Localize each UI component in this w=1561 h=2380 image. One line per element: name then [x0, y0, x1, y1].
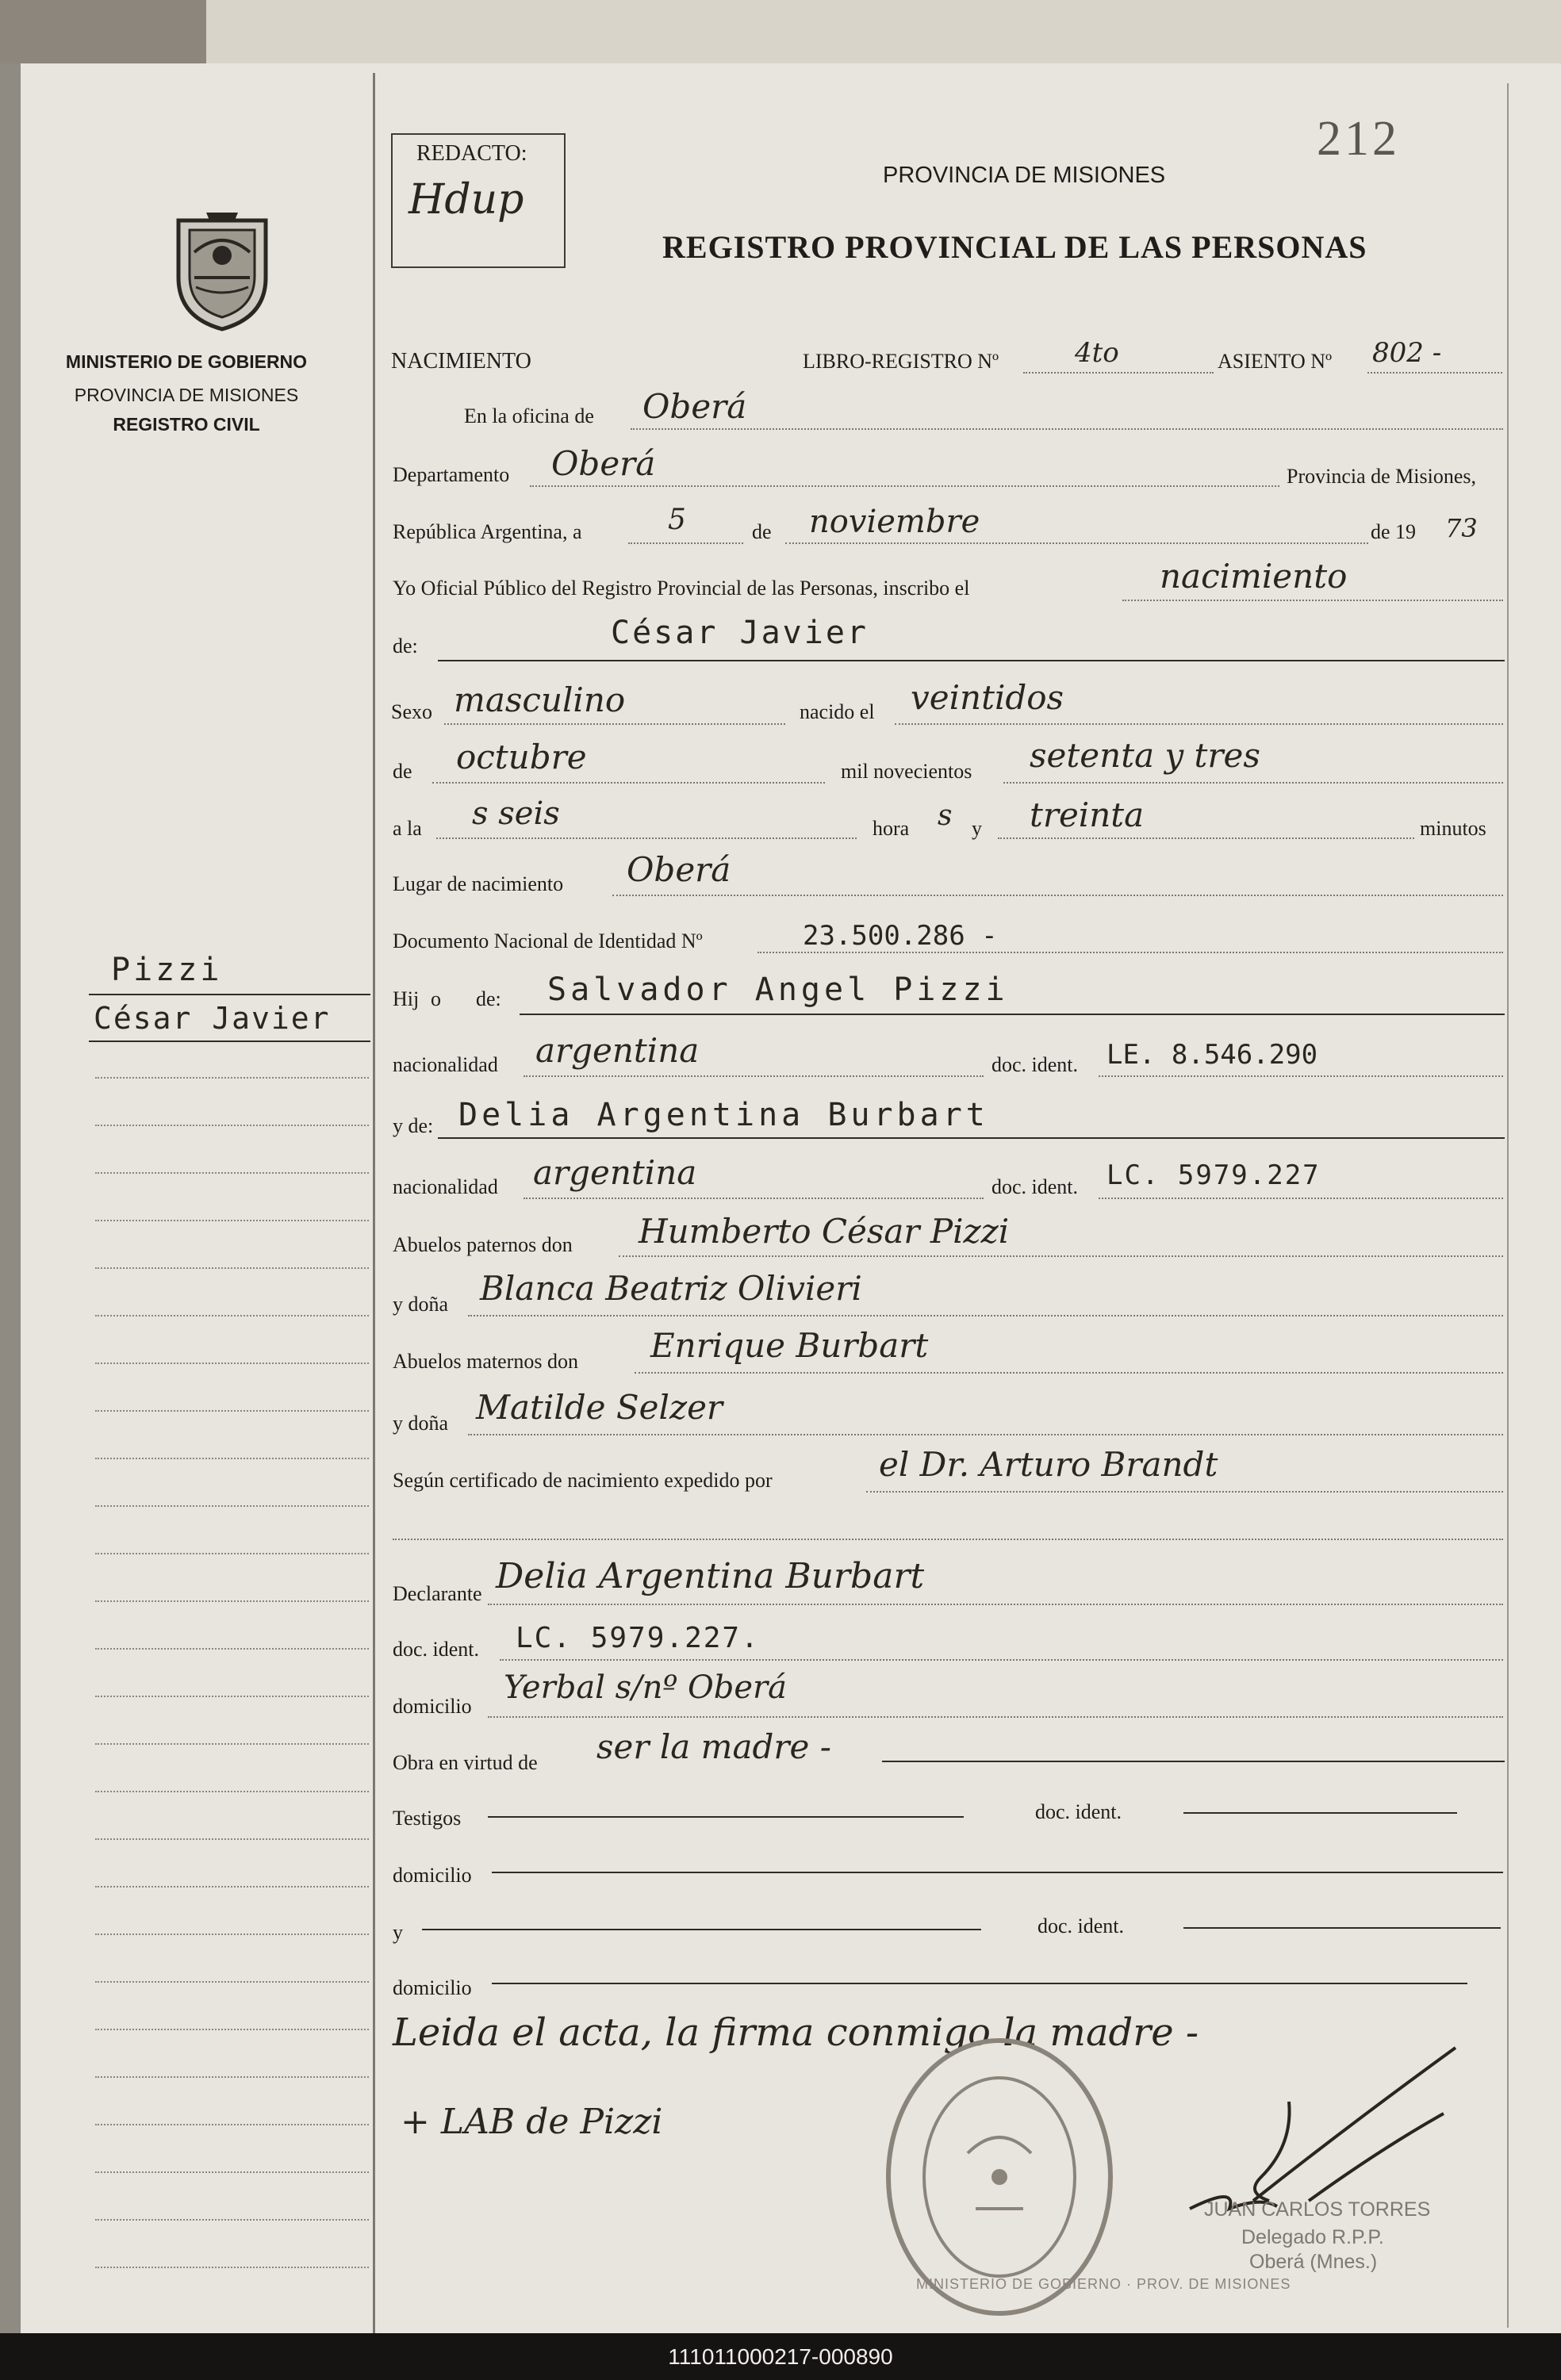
asiento-value: 802 -	[1372, 337, 1442, 369]
margin-line	[95, 1934, 369, 1935]
lugar-value: Oberá	[627, 850, 731, 889]
child-name-underline	[438, 660, 1505, 661]
closing-text: Leida el acta, la firma conmigo la madre -	[393, 2010, 1199, 2055]
dni-value: 23.500.286 -	[803, 920, 998, 952]
mother-underline	[438, 1137, 1505, 1139]
departamento-label: Departamento	[393, 463, 510, 486]
libro-label: LIBRO-REGISTRO Nº	[803, 350, 999, 373]
archive-id: 111011000217-000890	[0, 2333, 1561, 2380]
departamento-value: Oberá	[551, 444, 656, 483]
hora-label: hora	[873, 817, 910, 840]
de-colon: de:	[393, 634, 418, 657]
birth-month: octubre	[456, 738, 587, 776]
coat-of-arms-icon	[163, 198, 282, 333]
mother-signature: + LAB de Pizzi	[401, 2102, 663, 2142]
margin-underline-1	[89, 994, 370, 995]
ydona-label: y doña	[393, 1293, 449, 1316]
de-label: de	[752, 520, 772, 543]
abuela-paterna-line	[468, 1315, 1503, 1316]
margin-line	[95, 1315, 369, 1316]
testigos-doc-underline	[1183, 1812, 1457, 1814]
y-label: y	[972, 817, 982, 840]
hora-mark: s	[938, 799, 953, 832]
header-province: PROVINCIA DE MISIONES	[883, 163, 1166, 188]
record-type: NACIMIENTO	[391, 349, 531, 374]
margin-line	[95, 1648, 369, 1650]
official-text: Yo Oficial Público del Registro Provincial de las Personas, inscribo el	[393, 577, 970, 600]
testigos-label: Testigos	[393, 1807, 462, 1830]
lugar-label: Lugar de nacimiento	[393, 872, 564, 895]
abuela-paterna: Blanca Beatriz Olivieri	[480, 1269, 862, 1308]
father-nationality: argentina	[535, 1031, 700, 1070]
margin-line	[95, 1838, 369, 1840]
margin-line	[95, 1791, 369, 1792]
y-label-2: y	[393, 1921, 403, 1944]
margin-line	[95, 2171, 369, 2173]
margin-line	[95, 1267, 369, 1269]
declarante-label: Declarante	[393, 1582, 482, 1605]
father-doc: LE. 8.546.290	[1107, 1039, 1318, 1071]
margin-underline-2	[89, 1041, 370, 1042]
decl-doc-line	[500, 1659, 1503, 1661]
abuela-materna-line	[468, 1434, 1503, 1435]
ministry-line2: PROVINCIA DE MISIONES	[74, 385, 299, 405]
margin-line	[95, 1600, 369, 1602]
asiento-label: ASIENTO Nº	[1218, 350, 1333, 373]
margin-line	[95, 1125, 369, 1126]
abuelo-paterno: Humberto César Pizzi	[639, 1212, 1010, 1251]
hijo-suffix: o	[431, 987, 441, 1010]
hour-value: s seis	[472, 795, 560, 832]
official-name: JUAN CARLOS TORRES	[1204, 2198, 1431, 2221]
margin-line	[95, 1172, 369, 1174]
mother-nationality: argentina	[533, 1153, 697, 1192]
father-nationality-line	[524, 1075, 984, 1077]
month-line	[785, 542, 1368, 544]
sexo-line	[444, 723, 785, 725]
child-name: César Javier	[611, 615, 869, 651]
margin-line	[95, 2076, 369, 2078]
domicilio-value: Yerbal s/nº Oberá	[504, 1669, 788, 1706]
margin-line	[95, 2029, 369, 2030]
act-value: nacimiento	[1160, 557, 1348, 596]
minutes-line	[998, 837, 1414, 839]
mil-label: mil novecientos	[841, 760, 972, 783]
testigos-docident-label: doc. ident.	[1035, 1800, 1122, 1823]
birth-year-line	[1003, 782, 1503, 784]
margin-line	[95, 1458, 369, 1459]
de-label-2: de	[393, 760, 412, 783]
redacto-box	[391, 133, 566, 268]
mother-doc: LC. 5979.227	[1107, 1159, 1321, 1191]
act-line	[1122, 600, 1503, 601]
birth-month-line	[432, 782, 825, 784]
margin-line	[95, 2124, 369, 2125]
father-underline	[520, 1014, 1505, 1015]
redacto-label: REDACTO:	[416, 141, 527, 166]
birth-year-words: setenta y tres	[1030, 736, 1260, 775]
y-doc-underline	[1183, 1927, 1501, 1929]
ministry-line3: REGISTRO CIVIL	[113, 414, 260, 435]
hijo-label: Hij	[393, 987, 420, 1010]
official-signature-scribble	[1142, 2038, 1475, 2221]
official-place: Oberá (Mnes.)	[1249, 2251, 1378, 2273]
top-edge	[0, 0, 1561, 63]
domicilio-label: domicilio	[393, 1695, 472, 1718]
libro-line	[1023, 372, 1214, 374]
certificado-line	[866, 1491, 1503, 1493]
year-value: 73	[1445, 513, 1478, 543]
domicilio-line	[488, 1716, 1503, 1718]
sexo-value: masculino	[454, 680, 626, 719]
certificado-label: Según certificado de nacimiento expedido por	[393, 1469, 773, 1492]
departamento-line	[530, 485, 1279, 487]
abuelo-materno: Enrique Burbart	[650, 1326, 929, 1365]
right-rule	[1507, 83, 1509, 2328]
margin-line	[95, 1077, 369, 1079]
decl-doc-value: LC. 5979.227.	[516, 1622, 760, 1654]
minutos-label: minutos	[1420, 817, 1486, 840]
abuela-materna: Matilde Selzer	[476, 1388, 723, 1427]
abuelos-maternos-label: Abuelos maternos don	[393, 1350, 578, 1373]
year-label: de 19	[1371, 520, 1417, 543]
margin-line	[95, 2219, 369, 2221]
docident-label: doc. ident.	[991, 1053, 1079, 1076]
ministry-line1: MINISTERIO DE GOBIERNO	[65, 351, 308, 372]
ala-label: a la	[393, 817, 422, 840]
domicilio-label-3: domicilio	[393, 1976, 472, 1999]
oficina-value: Oberá	[642, 387, 747, 426]
margin-line	[95, 1981, 369, 1983]
obra-label: Obra en virtud de	[393, 1751, 538, 1774]
sexo-label: Sexo	[391, 700, 432, 723]
domicilio-underline-3	[492, 1983, 1467, 1984]
y-underline	[422, 1929, 981, 1930]
margin-line	[95, 2267, 369, 2268]
libro-value: 4to	[1075, 337, 1119, 369]
official-role: Delegado R.P.P.	[1241, 2226, 1384, 2248]
declarante-value: Delia Argentina Burbart	[496, 1556, 925, 1596]
mother-name: Delia Argentina Burbart	[458, 1097, 989, 1133]
margin-line	[95, 1886, 369, 1888]
father-doc-line	[1099, 1075, 1503, 1077]
declarante-line	[488, 1604, 1503, 1605]
margin-line	[95, 1362, 369, 1364]
hour-line	[436, 837, 857, 839]
oficina-label: En la oficina de	[464, 404, 594, 427]
margin-surname: Pizzi	[111, 952, 223, 988]
margin-given-name: César Javier	[94, 1001, 331, 1036]
nacido-line	[895, 723, 1503, 725]
nacionalidad-label: nacionalidad	[393, 1053, 498, 1076]
abuelos-paternos-label: Abuelos paternos don	[393, 1233, 573, 1256]
dni-label: Documento Nacional de Identidad Nº	[393, 929, 703, 952]
decl-doc-label: doc. ident.	[393, 1638, 480, 1661]
margin-line	[95, 1553, 369, 1554]
certificado-value: el Dr. Arturo Brandt	[879, 1445, 1218, 1484]
provincia-suffix: Provincia de Misiones,	[1287, 465, 1477, 488]
testigos-underline	[488, 1816, 964, 1818]
mother-doc-line	[1099, 1198, 1503, 1199]
yde-label: y de:	[393, 1114, 434, 1137]
asiento-line	[1367, 372, 1502, 374]
lugar-line	[612, 895, 1503, 896]
hijo-de-label: de:	[476, 987, 501, 1010]
margin-rule	[373, 73, 375, 2335]
day-line	[628, 542, 743, 544]
testigos-domicilio-underline	[492, 1872, 1503, 1873]
mother-nationality-line	[524, 1198, 984, 1199]
father-name: Salvador Angel Pizzi	[547, 972, 1009, 1008]
margin-line	[95, 1696, 369, 1697]
nacido-value: veintidos	[911, 678, 1064, 717]
month-value: noviembre	[809, 504, 980, 540]
y-docident-label: doc. ident.	[1037, 1914, 1125, 1937]
minutes-value: treinta	[1030, 795, 1145, 834]
dni-line	[757, 952, 1503, 953]
day-value: 5	[668, 504, 686, 536]
certificado-line-2	[393, 1539, 1503, 1540]
nacido-label: nacido el	[800, 700, 875, 723]
nacionalidad-label-2: nacionalidad	[393, 1175, 498, 1198]
oficina-line	[631, 428, 1503, 430]
margin-line	[95, 1410, 369, 1412]
seal-text: MINISTERIO DE GOBIERNO · PROV. DE MISIONES	[916, 2276, 1291, 2292]
testigos-domicilio-label: domicilio	[393, 1864, 472, 1887]
margin-line	[95, 1743, 369, 1745]
obra-value: ser la madre -	[596, 1727, 831, 1766]
abuelo-paterno-line	[619, 1255, 1503, 1257]
ydona-label-2: y doña	[393, 1412, 449, 1435]
margin-line	[95, 1505, 369, 1507]
page-number: 212	[1317, 112, 1400, 166]
header-registry: REGISTRO PROVINCIAL DE LAS PERSONAS	[662, 229, 1367, 265]
redacto-initials: Hdup	[408, 176, 524, 224]
docident-label-2: doc. ident.	[991, 1175, 1079, 1198]
republica-label: República Argentina, a	[393, 520, 582, 543]
margin-line	[95, 1220, 369, 1221]
obra-underline	[882, 1761, 1505, 1762]
abuelo-materno-line	[635, 1372, 1503, 1374]
